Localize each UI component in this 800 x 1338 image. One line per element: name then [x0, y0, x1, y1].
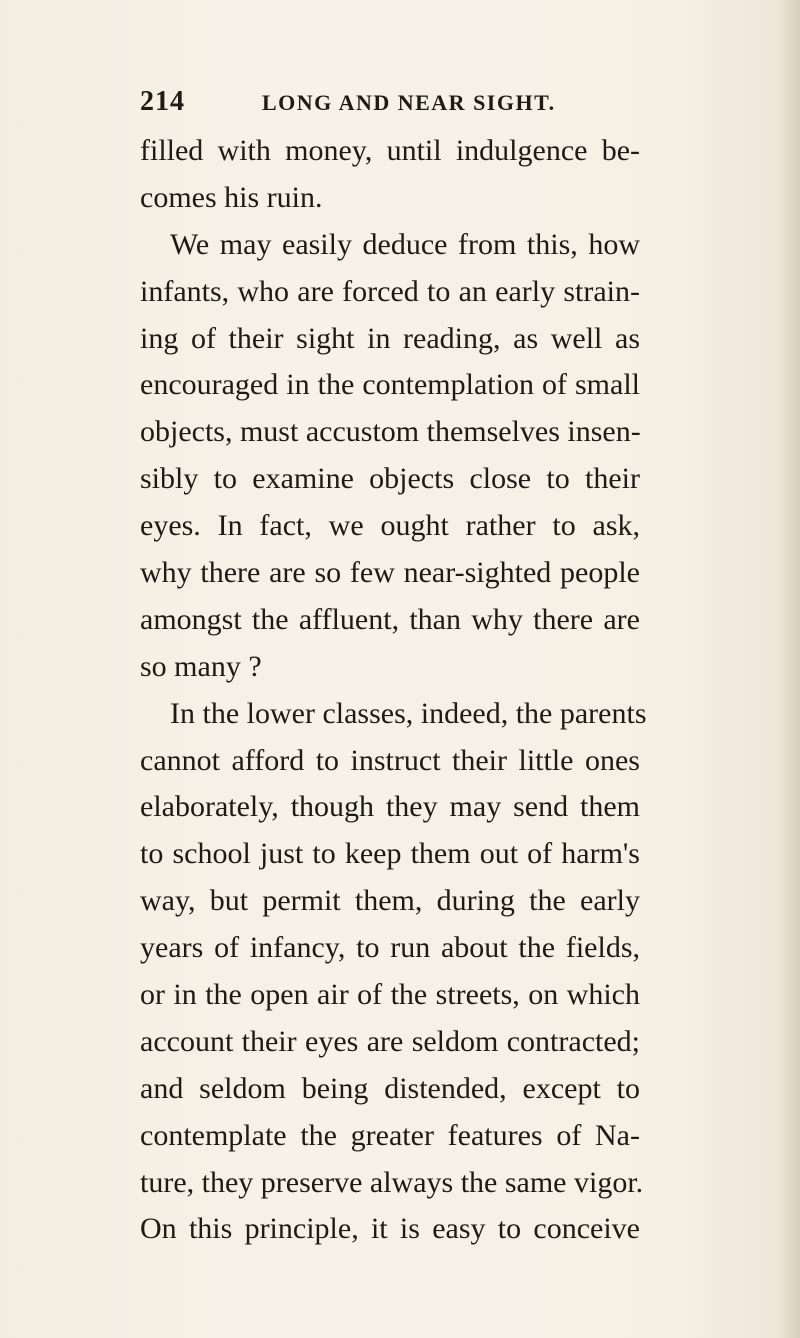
text-line: account their eyes are seldom contracted; [140, 1024, 640, 1058]
text-line: eyes. In fact, we ought rather to ask, [140, 509, 640, 543]
text-line: way, but permit them, during the early [140, 884, 640, 918]
page-edge-shadow [778, 0, 800, 1338]
text-line: so many ? [140, 649, 262, 683]
text-line: We may easily deduce from this, how [170, 227, 640, 261]
text-line: years of infancy, to run about the fields, [140, 931, 640, 965]
text-line: In the lower classes, indeed, the parents [170, 696, 647, 730]
body-text [140, 128, 647, 1253]
text-line: encouraged in the contemplation of small [140, 368, 640, 402]
text-line: comes his ruin. [140, 180, 323, 214]
text-line: elaborately, though they may send them [140, 790, 640, 824]
text-line: and seldom being distended, except to [140, 1071, 640, 1105]
text-line: On this principle, it is easy to conceive [140, 1212, 640, 1246]
text-line: cannot afford to instruct their little ones [140, 743, 640, 777]
text-line: objects, must accustom themselves insen- [140, 415, 641, 449]
text-line: contemplate the greater features of Na- [140, 1118, 640, 1152]
text-line: filled with money, until indulgence be- [140, 134, 640, 167]
text-line: ing of their sight in reading, as well as [140, 321, 640, 355]
text-line: to school just to keep them out of harm's [140, 837, 640, 871]
page-number: 214 [140, 86, 185, 117]
text-line: or in the open air of the streets, on which [140, 978, 640, 1012]
text-line: amongst the affluent, than why there are [140, 602, 640, 636]
page-header [140, 86, 660, 126]
text-line: why there are so few near-sighted people [140, 556, 640, 590]
text-line: sibly to examine objects close to their [140, 462, 640, 496]
running-head: LONG AND NEAR SIGHT. [262, 90, 556, 115]
text-line: ture, they preserve always the same vigor. [140, 1165, 644, 1199]
text-line: infants, who are forced to an early strain- [140, 274, 640, 308]
